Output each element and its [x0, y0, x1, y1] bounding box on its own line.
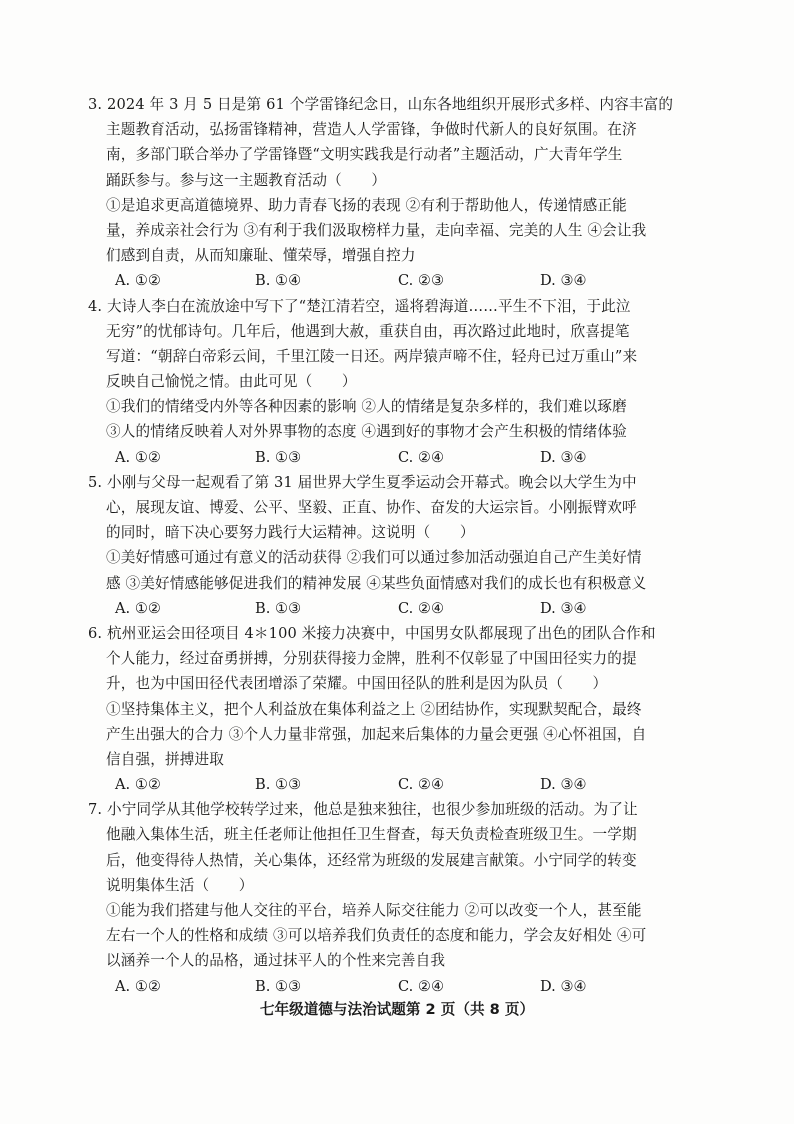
- statement-options-line: 感 ③美好情感能够促进我们的精神发展 ④某些负面情感对我们的成长也有积极意义: [106, 574, 647, 592]
- choice-c: C. ②③: [398, 272, 445, 290]
- statement-options-line: 以涵养一个人的品格，通过抹平人的个性来完善自我: [106, 952, 446, 970]
- answer-choices: [88, 445, 700, 470]
- choice-b: B. ①③: [255, 776, 302, 794]
- choice-d: D. ③④: [540, 448, 587, 466]
- question-stem-line: 7. 小宁同学从其他学校转学过来，他总是独来独往，也很少参加班级的活动。为了让: [88, 801, 638, 819]
- statement-options-line: ①是追求更高道德境界、助力青春飞扬的表现 ②有利于帮助他人，传递情感正能: [106, 196, 627, 214]
- choice-a: A. ①②: [115, 272, 161, 290]
- choice-b: B. ①③: [255, 448, 302, 466]
- page-footer: 七年级道德与法治试题第 2 页（共 8 页）: [259, 1001, 535, 1018]
- question-6: [88, 621, 700, 797]
- question-stem-line: 心，展现友谊、博爱、公平、坚毅、正直、协作、奋发的大运宗旨。小刚振臂欢呼: [106, 499, 637, 516]
- statement-options-line: ③人的情绪反映着人对外界事物的态度 ④遇到好的事物才会产生积极的情绪体验: [106, 423, 627, 441]
- statement-options-line: 信自强，拼搏进取: [106, 750, 224, 768]
- question-list: [88, 92, 700, 999]
- choice-a: A. ①②: [115, 599, 161, 617]
- choice-a: A. ①②: [115, 448, 161, 466]
- statement-options-line: ①坚持集体主义，把个人利益放在集体利益之上 ②团结协作，实现默契配合，最终: [106, 700, 642, 718]
- statement-options-line: 量，养成亲社会行为 ③有利于我们汲取榜样力量，走向幸福、完美的人生 ④会让我: [106, 221, 647, 239]
- question-stem-line: 主题教育活动，弘扬雷锋精神，营造人人学雷锋，争做时代新人的良好氛围。在济: [106, 121, 637, 139]
- question-stem-line: 的同时，暗下决心要努力践行大运精神。这说明（ ）: [106, 524, 475, 542]
- question-stem-line: 反映自己愉悦之情。由此可见（ ）: [106, 373, 357, 391]
- choice-a: A. ①②: [115, 776, 161, 794]
- question-stem-line: 个人能力，经过奋勇拼搏，分别获得接力金牌，胜利不仅彰显了中国田径实力的提: [106, 650, 637, 668]
- question-stem-line: 他融入集体生活，班主任老师让他担任卫生督查，每天负责检查班级卫生。一学期: [106, 826, 637, 844]
- answer-choices: [88, 772, 700, 797]
- question-stem-line: 后，他变得待人热情，关心集体，还经常为班级的发展建言献策。小宁同学的转变: [106, 851, 637, 869]
- question-5: [88, 470, 700, 621]
- choice-d: D. ③④: [540, 272, 587, 290]
- choice-c: C. ②④: [398, 448, 445, 466]
- question-stem-line: 升，也为中国田径代表团增添了荣耀。中国田径队的胜利是因为队员（ ）: [106, 675, 608, 693]
- question-4: [88, 294, 700, 470]
- answer-choices: [88, 974, 700, 999]
- statement-options-line: ①我们的情绪受内外等各种因素的影响 ②人的情绪是复杂多样的，我们难以琢磨: [106, 398, 627, 416]
- question-3: [88, 92, 700, 294]
- choice-d: D. ③④: [540, 599, 587, 617]
- question-stem-line: 踊跃参与。参与这一主题教育活动（ ）: [106, 171, 387, 189]
- choice-a: A. ①②: [115, 977, 161, 995]
- statement-options-line: ①美好情感可通过有意义的活动获得 ②我们可以通过参加活动强迫自己产生美好情: [106, 549, 642, 567]
- choice-c: C. ②④: [398, 977, 445, 995]
- choice-b: B. ①③: [255, 977, 302, 995]
- choice-c: C. ②④: [398, 599, 445, 617]
- question-stem-line: 无穷”的忧郁诗句。几年后，他遇到大赦，重获自由，再次路过此地时，欣喜提笔: [106, 322, 630, 340]
- statement-options-line: 左右一个人的性格和成绩 ③可以培养我们负责任的态度和能力，学会友好相处 ④可: [106, 927, 647, 945]
- question-stem-line: 说明集体生活（ ）: [106, 876, 254, 894]
- statement-options-line: ①能为我们搭建与他人交往的平台，培养人际交往能力 ②可以改变一个人，甚至能: [106, 902, 642, 919]
- question-stem-line: 5. 小刚与父母一起观看了第 31 届世界大学生夏季运动会开幕式。晚会以大学生为中: [88, 473, 637, 491]
- question-stem-line: 3. 2024 年 3 月 5 日是第 61 个学雷锋纪念日，山东各地组织开展形式多样、内容丰富的: [88, 96, 674, 113]
- choice-d: D. ③④: [540, 977, 587, 995]
- choice-d: D. ③④: [540, 776, 587, 794]
- statement-options-line: 产生出强大的合力 ③个人力量非常强，加起来后集体的力量会更强 ④心怀祖国，自: [106, 725, 647, 743]
- question-stem-line: 写道：“朝辞白帝彩云间，千里江陵一日还。两岸猿声啼不住，轻舟已过万重山”来: [106, 347, 638, 365]
- question-stem-line: 4. 大诗人李白在流放途中写下了“楚江清若空，遥将碧海道……平生不下泪，于此泣: [88, 297, 631, 315]
- answer-choices: [88, 596, 700, 621]
- question-stem-line: 6. 杭州亚运会田径项目 4＊100 米接力决赛中，中国男女队都展现了出色的团队合作和: [88, 624, 656, 642]
- choice-c: C. ②④: [398, 776, 445, 794]
- question-stem-line: 南，多部门联合举办了学雷锋暨“文明实践我是行动者”主题活动，广大青年学生: [106, 146, 623, 164]
- statement-options-line: 们感到自责，从而知廉耻、懂荣辱，增强自控力: [106, 247, 416, 265]
- question-7: [88, 797, 700, 999]
- choice-b: B. ①④: [255, 272, 302, 290]
- choice-b: B. ①③: [255, 599, 302, 617]
- answer-choices: [88, 268, 700, 293]
